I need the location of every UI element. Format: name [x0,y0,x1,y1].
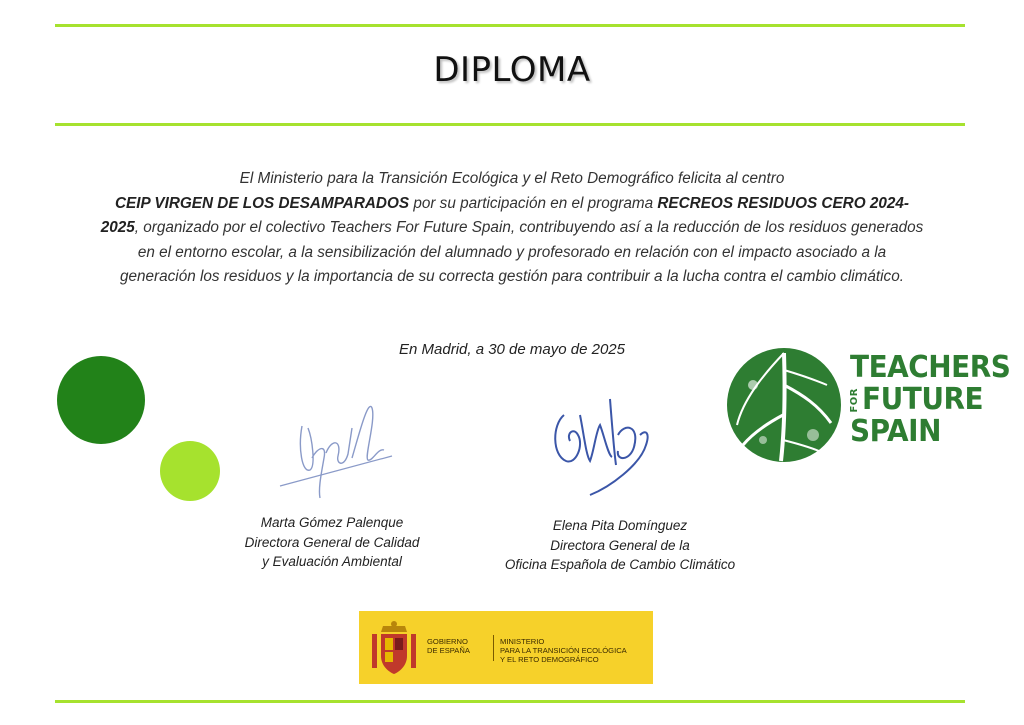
diploma-body [100,167,924,290]
program-name: RECREOS RESIDUOS CERO 2024-2025 [100,194,909,237]
signer-2-role-line1: Directora General de la [550,537,690,553]
signature-marta-gomez [272,398,402,508]
body-description: , organizado por el colectivo Teachers For Future Spain, contribuyendo así a la reducción de los residuos generados en el entorno escolar, a la sensibilización del alumnado y profesorado en relación con el impacto asociado a la generación los residuos y la importancia de su correcta gestión para contribuir a la lucha contra el cambio climático. [120,219,924,286]
body-intro: El Ministerio para la Transición Ecológica y el Reto Demográfico felicita al centro [239,170,785,187]
ministerio-line2: PARA LA TRANSICIÓN ECOLÓGICA [500,646,627,655]
ministerio-line3: Y EL RETO DEMOGRÁFICO [500,655,599,664]
ministerio-text [500,637,650,664]
gobierno-de-espana-text [427,637,487,655]
tff-teachers: TEACHERS [850,350,1011,385]
gobierno-line1: GOBIERNO [427,637,468,646]
signer-1-block [222,513,442,572]
tff-future: FUTURE [862,382,984,417]
diploma-title: DIPLOMA [433,50,591,90]
coat-of-arms-icon [371,620,417,676]
signer-1-name: Marta Gómez Palenque [260,515,404,530]
signature-elena-pita [550,395,670,510]
signer-2-role-line2: Oficina Española de Cambio Climático [504,557,736,572]
title-divider [55,123,965,126]
tff-for: FOR [849,387,860,413]
signer-1-role-line1: Directora General de Calidad [244,534,420,550]
top-divider [55,24,965,27]
logo-divider [493,635,494,661]
ministerio-line1: MINISTERIO [500,637,545,646]
decorative-lime-circle [160,441,220,501]
signer-2-name: Elena Pita Domínguez [552,518,688,533]
body-participation: por su participación en el programa [409,194,658,212]
school-name: CEIP VIRGEN DE LOS DESAMPARADOS [115,194,410,212]
teachers-for-future-emblem [723,345,845,465]
gobierno-ministerio-logo [359,611,653,684]
gobierno-line2: DE ESPAÑA [427,646,470,655]
signer-2-block [480,516,760,575]
bottom-divider [55,700,965,703]
date-line: En Madrid, a 30 de mayo de 2025 [399,341,625,358]
decorative-green-circle [57,356,145,444]
tff-spain: SPAIN [850,414,941,449]
teachers-for-future-wordmark [849,350,1011,449]
signer-1-role-line2: y Evaluación Ambiental [262,554,402,569]
